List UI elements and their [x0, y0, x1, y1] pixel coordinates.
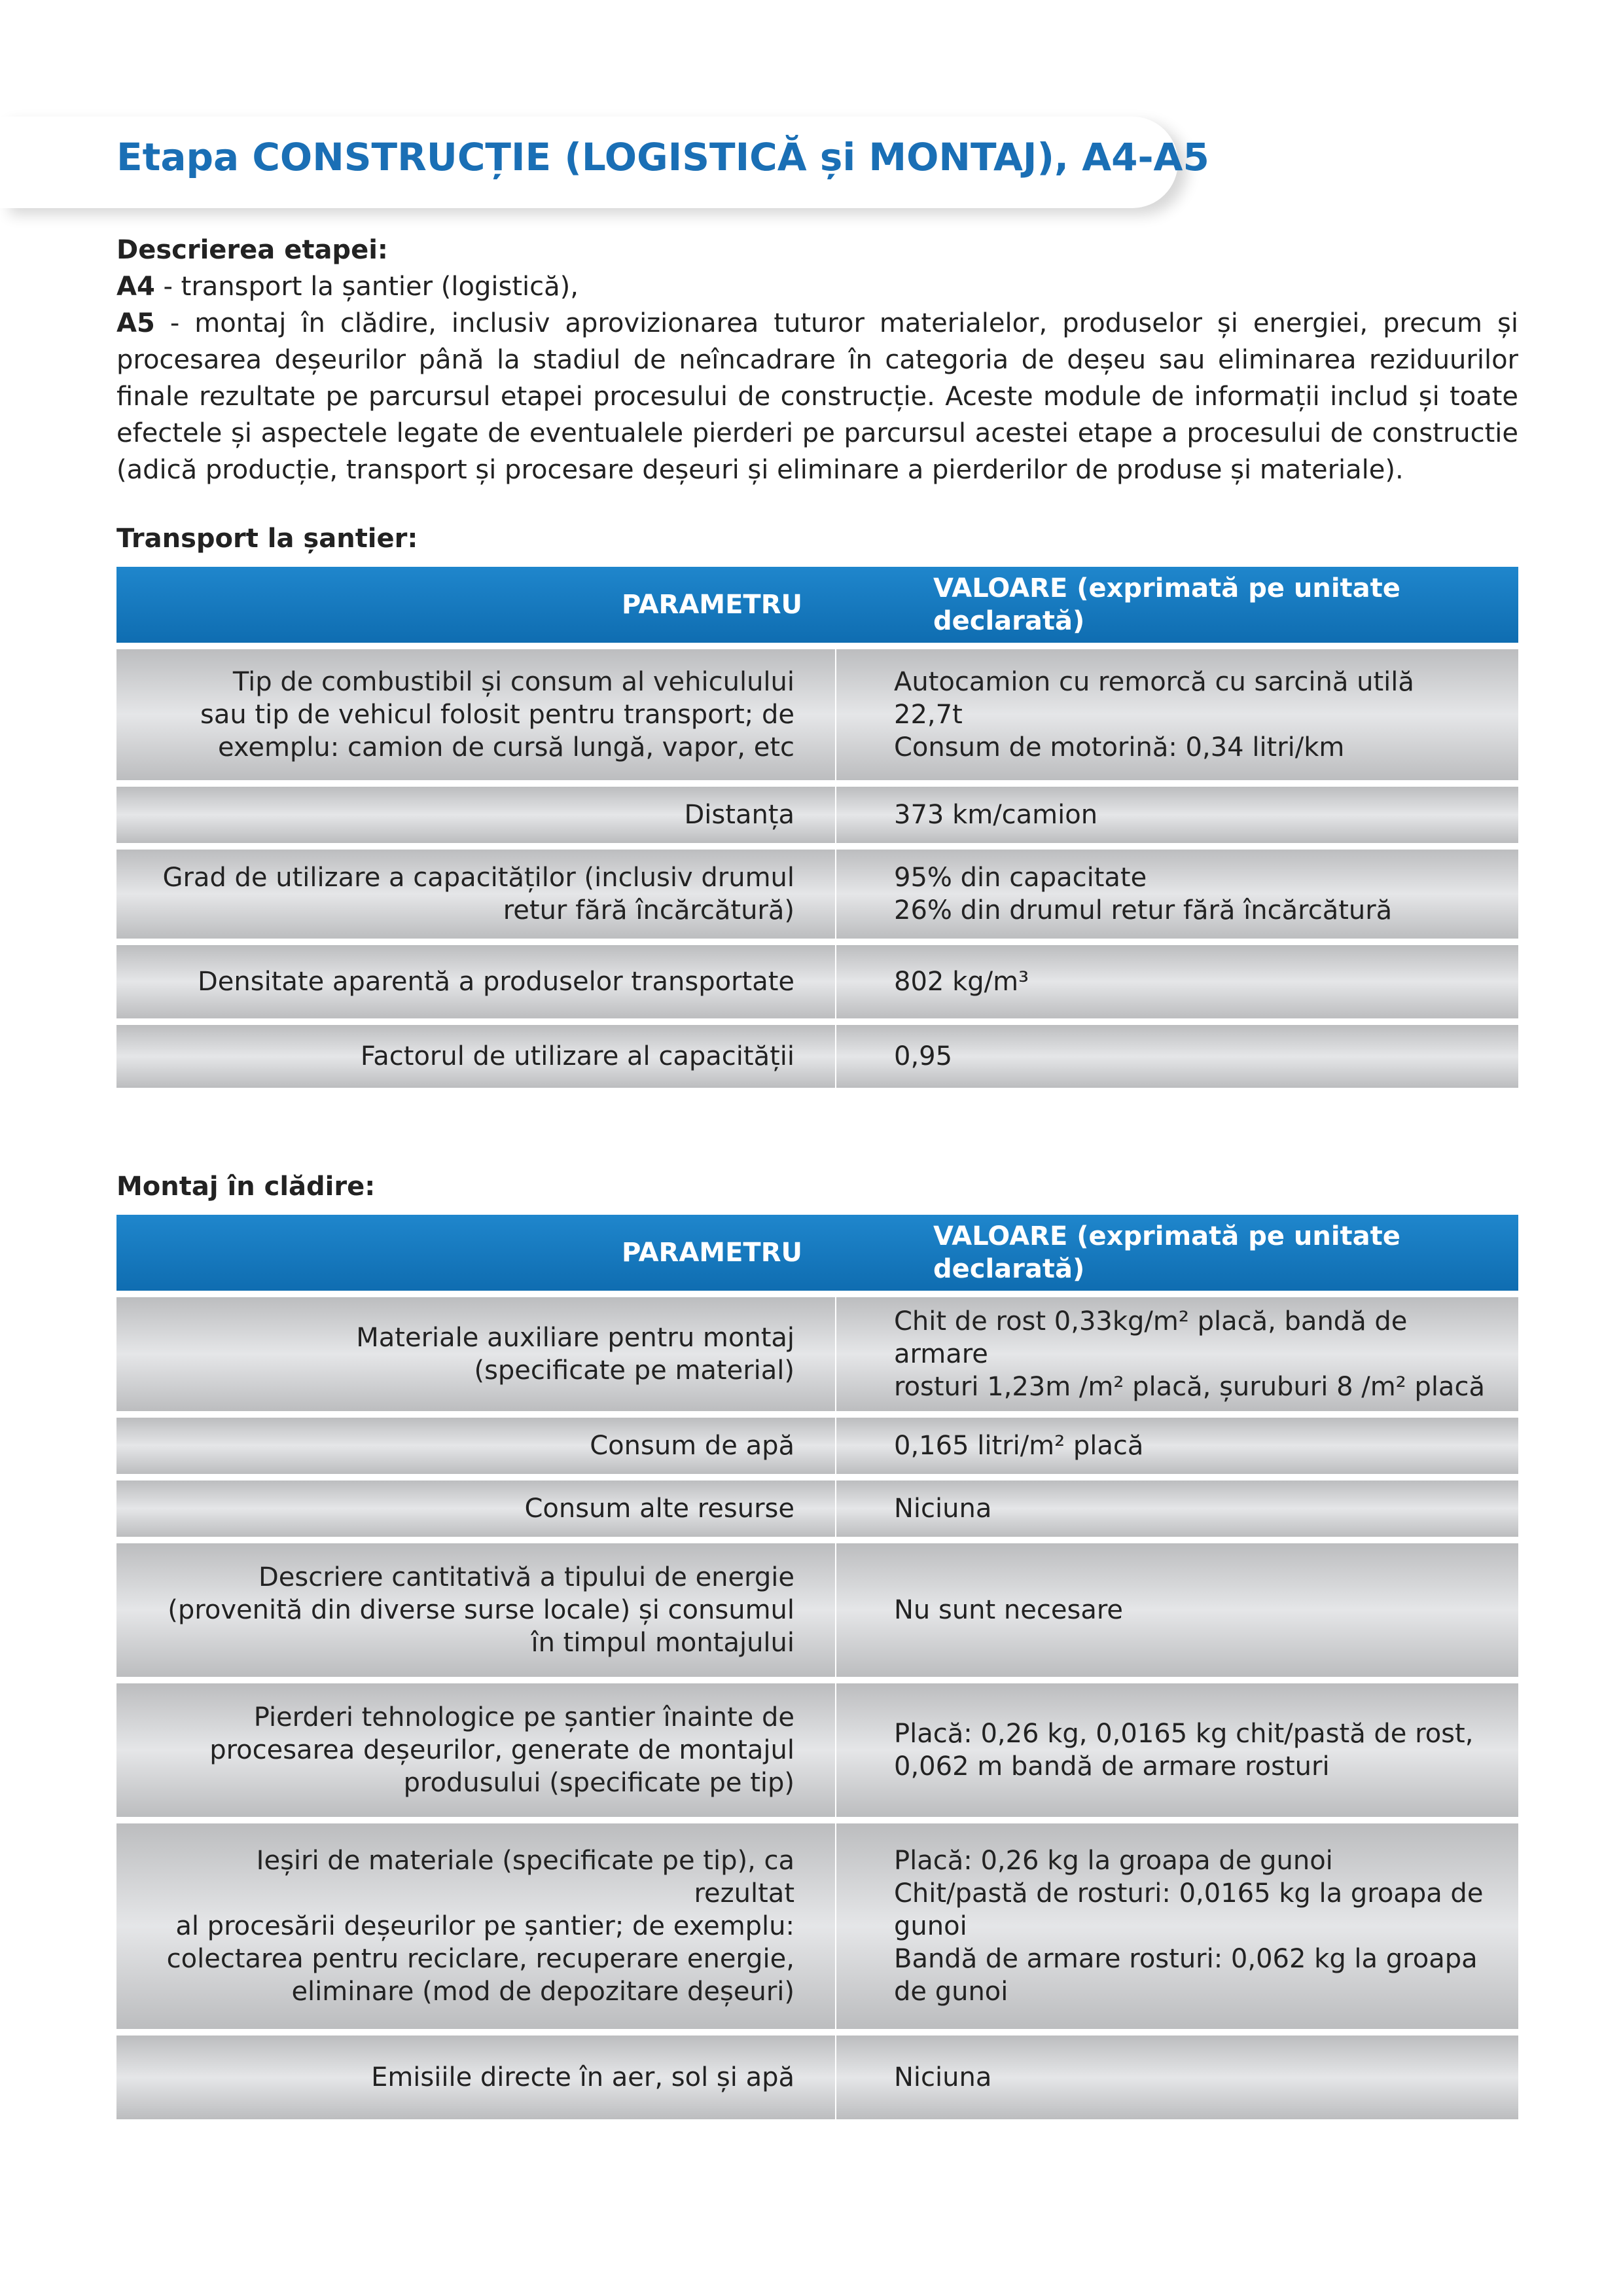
param-cell [116, 1823, 836, 2029]
value-column-header: VALOARE (exprimată pe unitate declarată) [836, 1215, 1518, 1291]
a4-code: A4 [116, 272, 155, 302]
param-text: Grad de utilizare a capacităților (inclusiv drumul [162, 863, 794, 893]
table-row [116, 649, 1518, 780]
value-text: gunoi [894, 1911, 967, 1941]
value-text: 0,165 litri/m² placă [894, 1431, 1144, 1461]
param-text: Emisiile directe în aer, sol și apă [371, 2062, 794, 2092]
param-text: eliminare (mod de depozitare deșeuri) [291, 1977, 794, 2007]
a5-description [116, 305, 1518, 488]
value-text: Niciuna [894, 2062, 992, 2092]
value-cell [836, 2036, 1518, 2119]
value-column-header: VALOARE (exprimată pe unitate declarată) [836, 567, 1518, 643]
param-text: Ieșiri de materiale (specificate pe tip), ca rezultat [256, 1846, 794, 1909]
param-text: sau tip de vehicul folosit pentru transport; de [200, 700, 794, 730]
table-row [116, 1823, 1518, 2029]
value-text: 26% din drumul retur fără încărcătură [894, 895, 1393, 925]
param-cell [116, 1543, 836, 1677]
param-cell [116, 1683, 836, 1817]
value-text: 22,7t [894, 700, 963, 730]
table-row [116, 945, 1518, 1018]
value-cell [836, 1543, 1518, 1677]
value-text: de gunoi [894, 1977, 1008, 2007]
value-text: Nu sunt necesare [894, 1595, 1124, 1625]
value-cell [836, 787, 1518, 843]
value-text: rosturi 1,23m /m² placă, șuruburi 8 /m² placă [894, 1372, 1485, 1402]
value-text: Bandă de armare rosturi: 0,062 kg la groapa [894, 1944, 1478, 1974]
value-text: 95% din capacitate [894, 863, 1147, 893]
param-text: Factorul de utilizare al capacității [360, 1041, 794, 1071]
param-cell [116, 787, 836, 843]
param-text: produsului (specificate pe tip) [403, 1768, 794, 1798]
table-row [116, 850, 1518, 939]
param-text: Consum de apă [590, 1431, 794, 1461]
value-text: Chit de rost 0,33kg/m² placă, bandă de armare [894, 1306, 1408, 1369]
param-column-header: PARAMETRU [116, 1215, 836, 1291]
table-row [116, 1025, 1518, 1088]
param-cell [116, 1418, 836, 1474]
a4-description [116, 268, 1518, 305]
value-text: Consum de motorină: 0,34 litri/km [894, 732, 1345, 762]
param-text: retur fără încărcătură) [503, 895, 794, 925]
a5-text: - montaj în clădire, inclusiv aprovizionarea tuturor materialelor, produselor și energiei, precum și procesarea deșeurilor până la stadiul de neîncadrare în categoria de deșeu sau eliminarea reziduurilor finale rezultate pe parcursul etapei procesului de construcție. Aceste module de informații includ și toate efectele și aspectele legate de eventualele pierderi pe parcursul acestei etape a procesului de constructie (adică producție, transport și procesare deșeuri și eliminare a pierderilor de produse și materiale). [116, 308, 1518, 485]
param-cell [116, 1025, 836, 1088]
montaj-table [116, 1208, 1518, 2126]
param-text: Tip de combustibil și consum al vehiculului [232, 667, 794, 697]
table-header-row [116, 567, 1518, 643]
value-text: 373 km/camion [894, 800, 1098, 830]
param-text: (specificate pe material) [474, 1355, 794, 1386]
value-text: 0,062 m bandă de armare rosturi [894, 1751, 1330, 1782]
value-text: Autocamion cu remorcă cu sarcină utilă [894, 667, 1414, 697]
value-cell [836, 1418, 1518, 1474]
value-cell [836, 1683, 1518, 1817]
page-title: Etapa CONSTRUCȚIE (LOGISTICĂ și MONTAJ), A4-A5 [116, 135, 1209, 179]
param-text: colectarea pentru reciclare, recuperare energie, [166, 1944, 794, 1974]
a4-text: - transport la șantier (logistică), [154, 272, 579, 302]
param-cell [116, 2036, 836, 2119]
param-column-header: PARAMETRU [116, 567, 836, 643]
param-text: Pierderi tehnologice pe șantier înainte de [253, 1702, 794, 1732]
transport-table [116, 560, 1518, 1094]
value-cell [836, 1823, 1518, 2029]
param-text: Materiale auxiliare pentru montaj [356, 1323, 794, 1353]
table-row [116, 1543, 1518, 1677]
param-text: (provenită din diverse surse locale) și consumul [168, 1595, 794, 1625]
value-cell [836, 1025, 1518, 1088]
param-text: al procesării deșeurilor pe șantier; de exemplu: [175, 1911, 794, 1941]
table-row [116, 1683, 1518, 1817]
table-row [116, 787, 1518, 843]
table-row [116, 1297, 1518, 1411]
stage-description [116, 232, 1518, 488]
value-cell [836, 945, 1518, 1018]
table-row [116, 1418, 1518, 1474]
param-cell [116, 649, 836, 780]
montaj-rows [116, 1297, 1518, 2119]
table-row [116, 2036, 1518, 2119]
param-text: Descriere cantitativă a tipului de energie [258, 1562, 794, 1592]
value-text: Niciuna [894, 1494, 992, 1524]
param-text: Consum alte resurse [524, 1494, 794, 1524]
param-cell [116, 945, 836, 1018]
param-text: în timpul montajului [531, 1628, 794, 1658]
value-text: 0,95 [894, 1041, 953, 1071]
description-heading: Descrierea etapei: [116, 235, 388, 265]
param-cell [116, 1480, 836, 1537]
transport-rows [116, 649, 1518, 1088]
param-cell [116, 1297, 836, 1411]
param-text: Densitate aparentă a produselor transportate [198, 967, 794, 997]
value-text: 802 kg/m³ [894, 967, 1029, 997]
param-text: Distanța [684, 800, 794, 830]
table-row [116, 1480, 1518, 1537]
montaj-section-title: Montaj în clădire: [116, 1172, 376, 1202]
param-text: exemplu: camion de cursă lungă, vapor, etc [217, 732, 794, 762]
table-header-row [116, 1215, 1518, 1291]
param-text: procesarea deșeurilor, generate de montajul [209, 1735, 794, 1765]
value-cell [836, 649, 1518, 780]
param-cell [116, 850, 836, 939]
transport-section-title: Transport la șantier: [116, 524, 418, 554]
value-cell [836, 850, 1518, 939]
a5-code: A5 [116, 308, 155, 338]
value-cell [836, 1297, 1518, 1411]
value-text: Chit/pastă de rosturi: 0,0165 kg la groapa de [894, 1878, 1484, 1909]
value-cell [836, 1480, 1518, 1537]
value-text: Placă: 0,26 kg, 0,0165 kg chit/pastă de rost, [894, 1719, 1474, 1749]
value-text: Placă: 0,26 kg la groapa de gunoi [894, 1846, 1333, 1876]
